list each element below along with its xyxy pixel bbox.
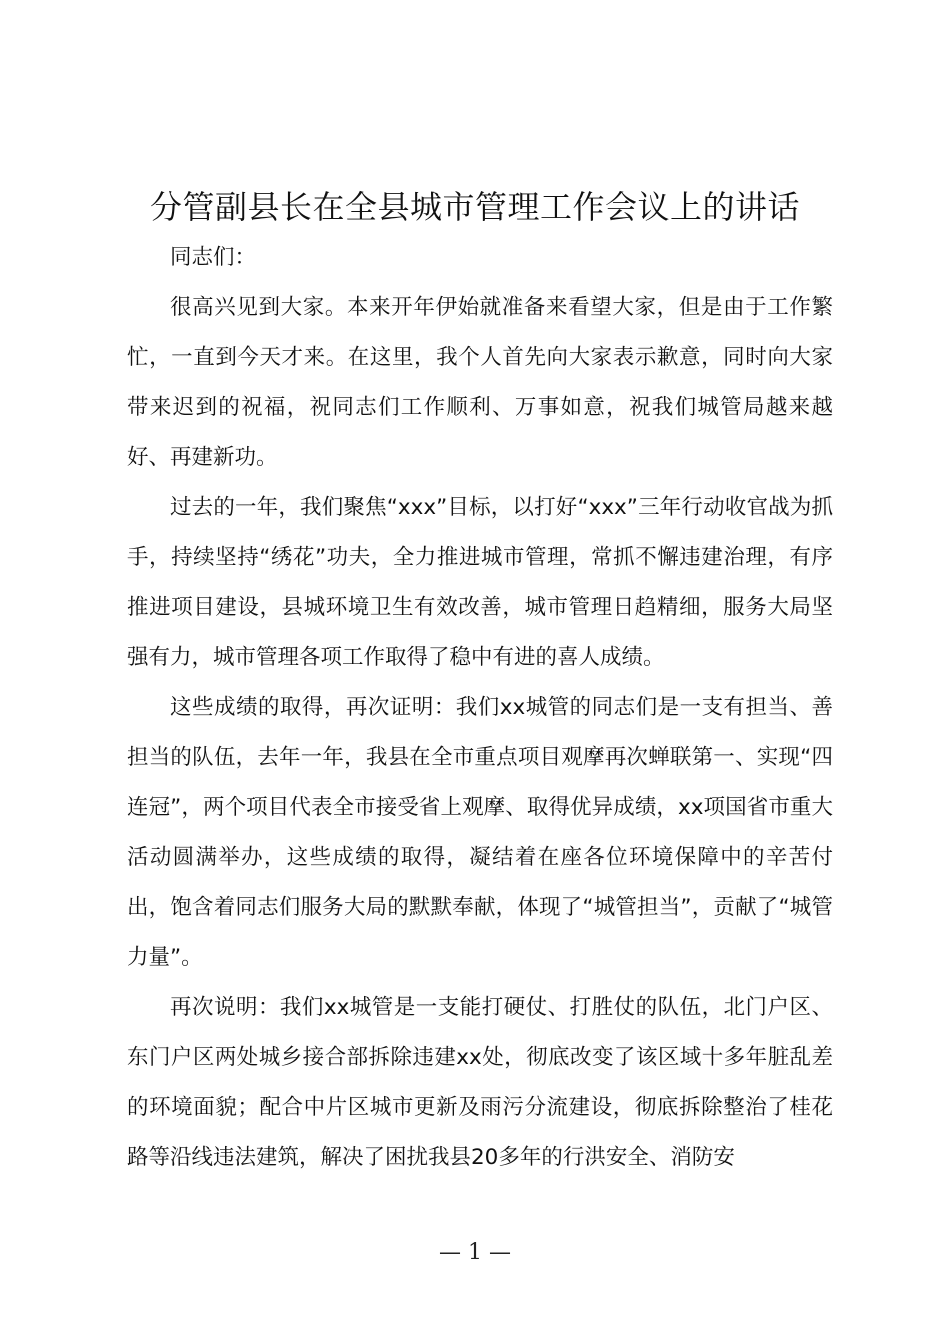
document-body	[127, 233, 833, 1183]
page-number: — 1 —	[439, 1240, 511, 1265]
paragraph-3: 这些成绩的取得，再次证明：我们xx城管的同志们是一支有担当、善担当的队伍，去年一年，我县在全市重点项目观摩再次蝉联第一、实现“四连冠”，两个项目代表全市接受省上观摩、取得优异成绩，xx项国省市重大活动圆满举办，这些成绩的取得，凝结着在座各位环境保障中的辛苦付出，饱含着同志们服务大局的默默奉献，体现了“城管担当”，贡献了“城管力量”。	[127, 695, 833, 970]
paragraph-1: 很高兴见到大家。本来开年伊始就准备来看望大家，但是由于工作繁忙，一直到今天才来。在这里，我个人首先向大家表示歉意，同时向大家带来迟到的祝福，祝同志们工作顺利、万事如意，祝我们城管局越来越好、再建新功。	[127, 295, 833, 470]
paragraph-4: 再次说明：我们xx城管是一支能打硬仗、打胜仗的队伍，北门户区、东门户区两处城乡接合部拆除违建xx处，彻底改变了该区域十多年脏乱差的环境面貌；配合中片区城市更新及雨污分流建设，彻底拆除整治了桂花路等沿线违法建筑，解决了困扰我县20多年的行洪安全、消防安	[127, 995, 833, 1170]
document-title: 分管副县长在全县城市管理工作会议上的讲话	[149, 188, 800, 226]
paragraph-2: 过去的一年，我们聚焦“xxx”目标，以打好“xxx”三年行动收官战为抓手，持续坚持“绣花”功夫，全力推进城市管理，常抓不懈违建治理，有序推进项目建设，县城环境卫生有效改善，城市管理日趋精细，服务大局坚强有力，城市管理各项工作取得了稳中有进的喜人成绩。	[127, 495, 833, 670]
greeting-line: 同志们：	[170, 245, 257, 270]
